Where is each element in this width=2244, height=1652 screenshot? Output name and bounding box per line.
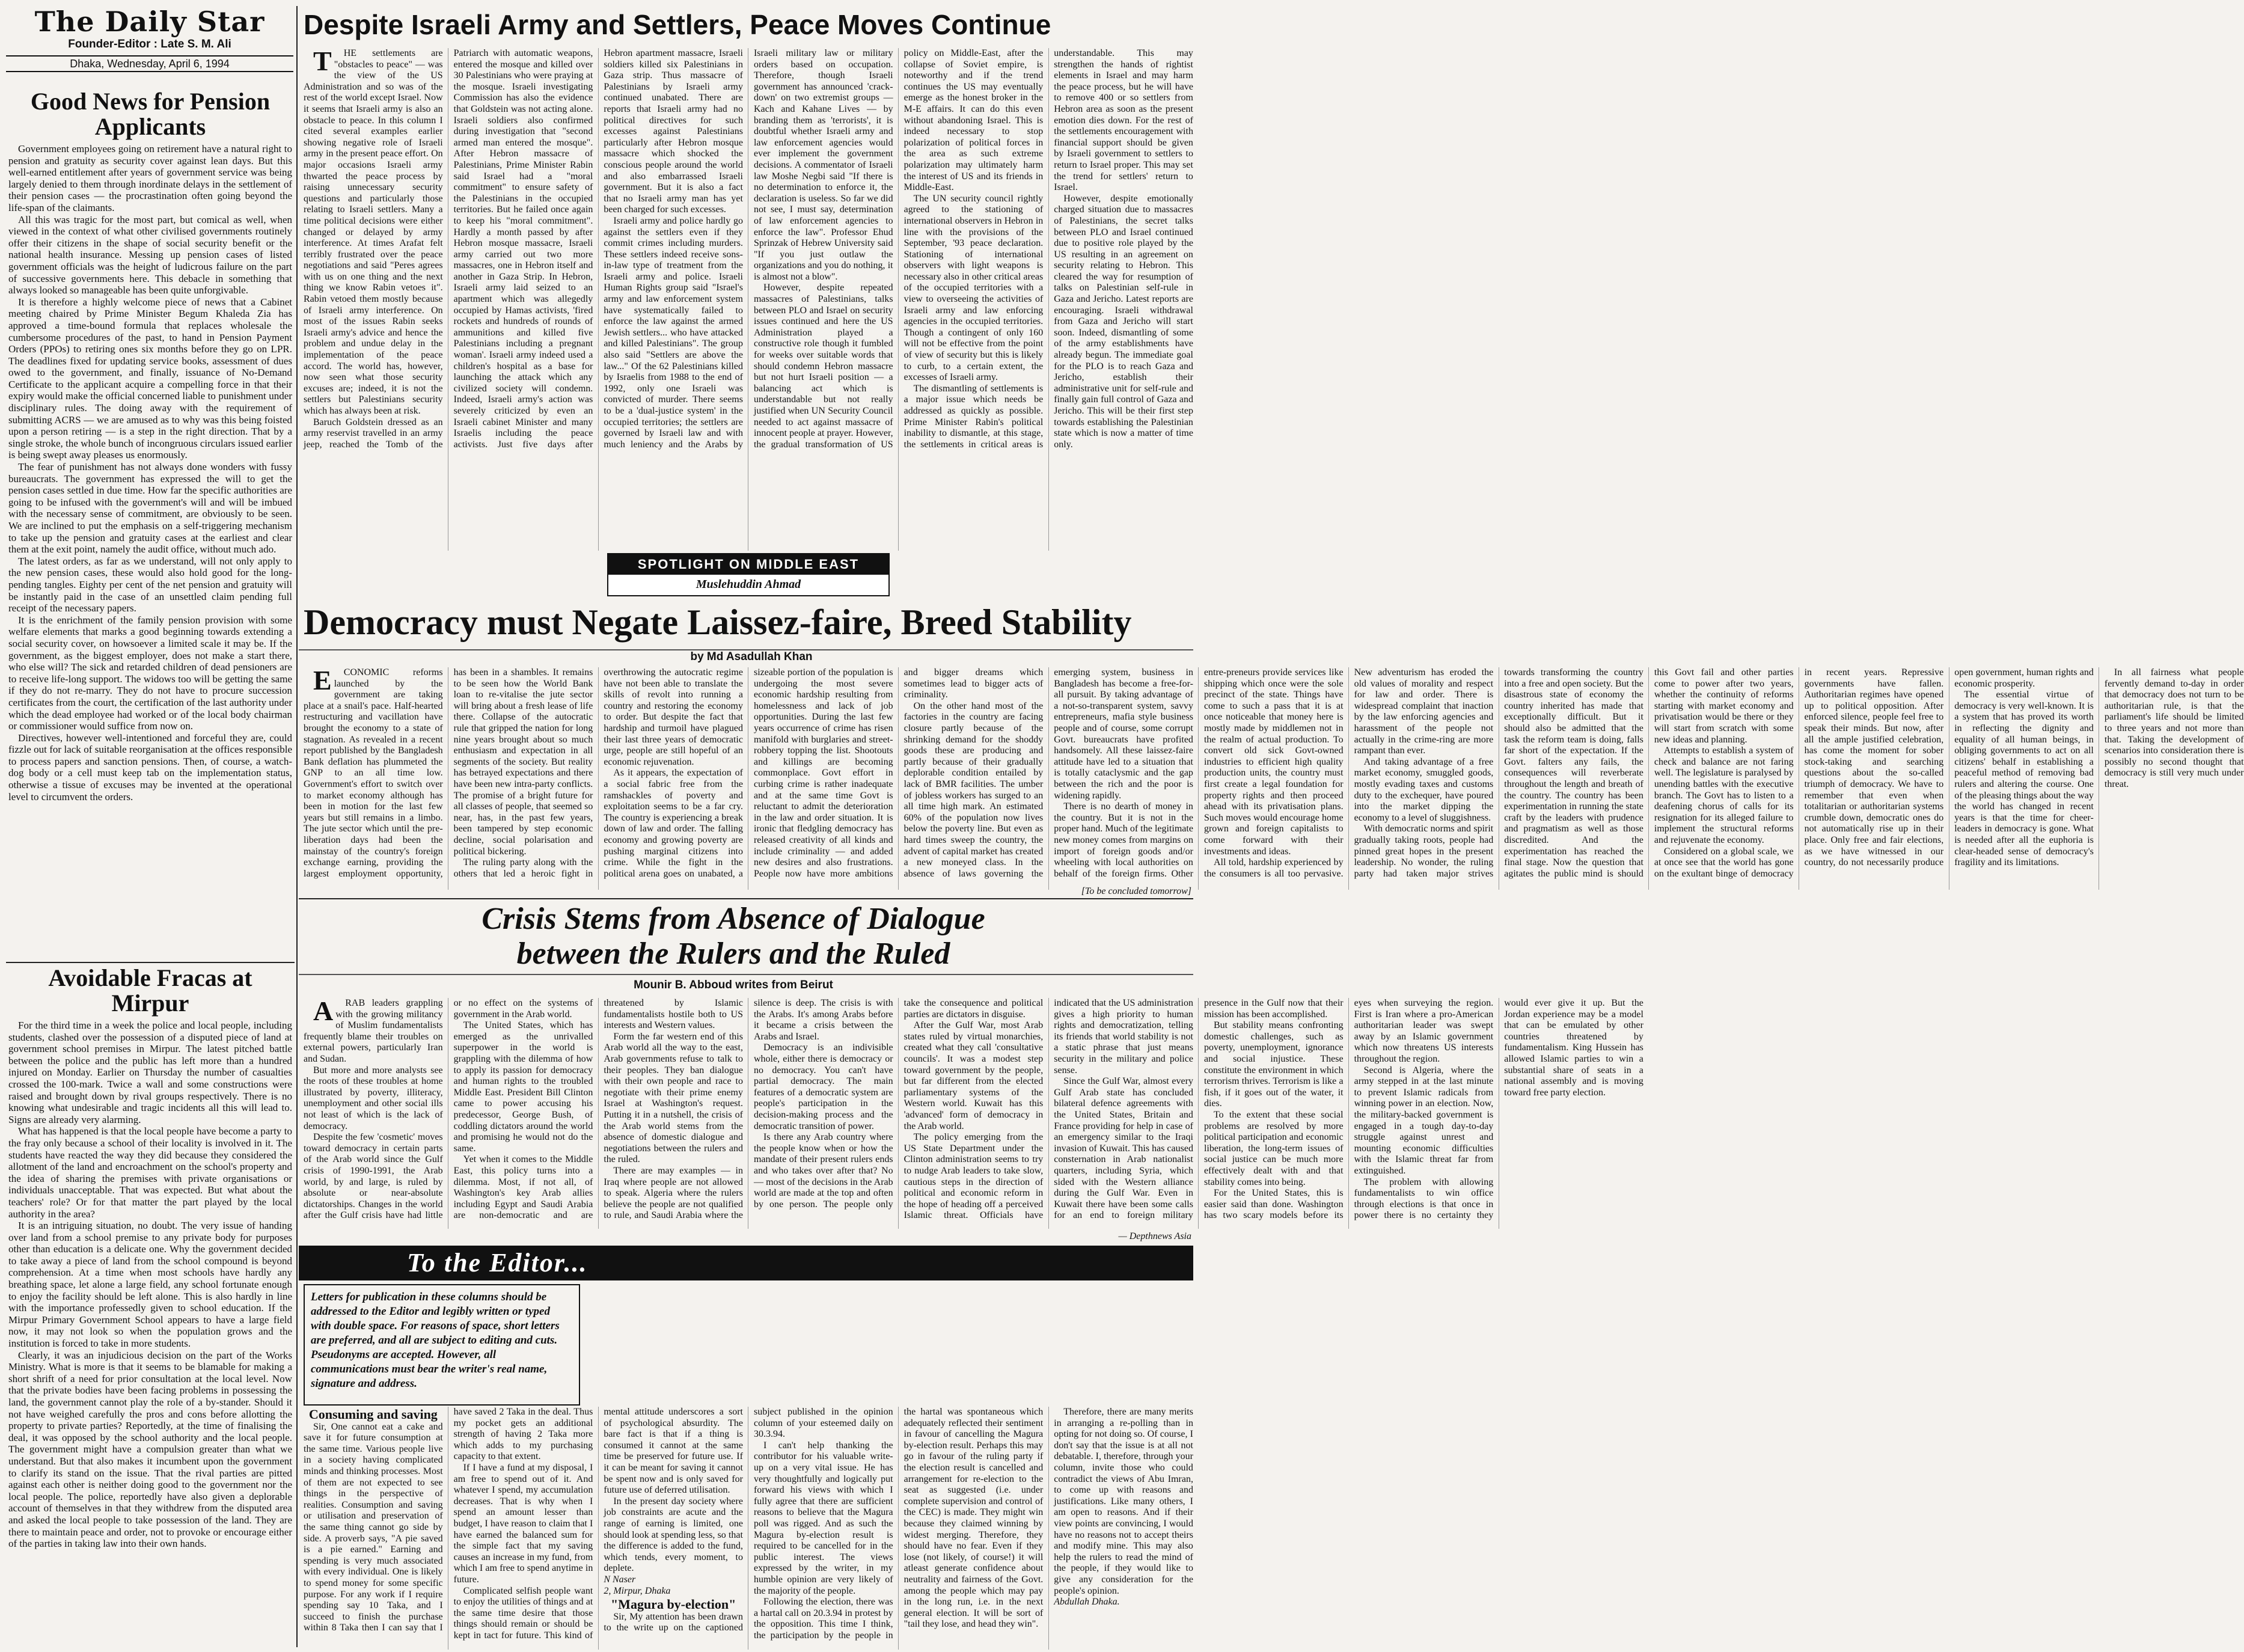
democracy-para: As it appears, the expectation of a social fabric free from the ramshackles of poverty and exploitation seems to be a far cry. The country is experiencing a break down of law and order. The falling economy and growing poverty are pushing marginal citizens into crime. While the fight in the political arena goes on unabated, a sizeable portion of the population is undergoing the most severe economic hardship resulting from homelessness and lack of job opportunities. During the last few years occurrence of crime has risen manifold with burglaries and street-robbery topping the list. Shootouts and killings are becoming commonplace. Govt effort in curbing crime is rather inadequate and at the same time Govt is reluctant to admit the deterioration in the law and order situation. It is ironic that fledgling democracy has released creativity of all kinds and include criminality — and added new desires and also frustrations. People now have more ambitions and bigger dreams which sometimes lead to bigger acts of criminality.	[604, 667, 1044, 879]
israel-para: The dismantling of settlements is a major issue which needs be addressed as quickly as possible. Prime Minister Rabin's political inability to dismantle, at this stage, the settlements in critical areas is understandable. This may strengthen the hands of rightist elements in Israel and may harm the peace process, but he will have to remove 400 or so settlers from Hebron area as soon as the present emotion dies down. For the rest of the settlements encouragement with financial support should be given by Israeli government to settlers to return to Israel proper. This may set the trend for settlers' return to Israel.	[903, 48, 1193, 450]
letter-para: I can't help thanking the contributor for his valuable write-up on a very vital issue. He has very thoughtfully and logically put forward his views with which I fully agree that there are sufficient reasons to believe that the Magura poll was rigged. And as such the Magura by-election result is required to be cancelled for in the public interest. The views expressed by the writer, in my humble opinion are very likely of the majority of the people.	[753, 1440, 893, 1596]
israel-header	[304, 8, 1193, 44]
pension-para: It is therefore a highly welcome piece of news that a Cabinet meeting chaired by Prime Minister Begum Khaleda Zia has approved a time-bound formula that replaces wholesale the cumbersome procedures of the past, to hand in Pension Payment Orders (PPOs) to retiring ones six months before they go on LPR. The deadlines fixed for updating service books, assessment of dues owed to the government, and finally, issuance of No-Demand Certificate to the applicant acquire a compelling force in that their expiry would make the official concerned liable to punishment under disciplinary rules. The doing away with the requirement of submitting ACRS — we are amused as to why was this being foisted upon a person retiring — is a step in the right direction. That by a single stroke, the whole bunch of incongruous circulars issued earlier is being swept away pleases us enormously.	[8, 296, 292, 461]
democracy-continued-note: [To be concluded tomorrow]	[1081, 886, 1191, 896]
letter-address: 2, Mirpur, Dhaka	[604, 1585, 671, 1596]
letter-para: Sir, One cannot eat a cake and save it for future consumption at the same time. Various people live in a society having complicated minds and thinking processes. Most of them are not expected to see things in the perspective of realities. Consumption and saving or utilisation and preservation of the same thing cannot go side by side. A proverb says, "A pie saved is a pie earned." Earning and spending is very much associated with every individual. One is likely to spend money for some specific purpose. For any work if I require spending say 10 Taka, and I succeed to finish the purchase within 8 Taka then I can say that I have saved 2 Taka in the deal. Thus my pocket gets an additional strength of having 2 Taka more which adds to my purchasing capacity to that extent.	[304, 1407, 593, 1633]
mirpur-para: Clearly, it was an injudicious decision on the part of the Works Ministry. What is more is that it seems to be blamable for making a short shrift of a need for prior consultation at the local level. Now that the private bodies have been facing problems in possessing the land, the government cannot play the role of a by-stander. Should it not have weighed carefully the pros and cons before allotting the property to private parties? Reportedly, at the time of finalising the deal, it was opposed by the school authority and the local people. The government might have a compulsion greater than what we understand. But that also makes it incumbent upon the government to clarify its stand on the issue. That the rival parties are pitted against each other is neither doing good to the government nor the local people. The police, reportedly have also given a deplorable account of themselves in that they withdrew from the disputed area and asked the local people to take possession of the land. They are there to maintain peace and order, not to provoke or encourage either of the parties in taking law into their own hands.	[8, 1349, 292, 1550]
pension-headline: Good News for Pension Applicants	[30, 88, 271, 140]
editor-notice: Letters for publication in these columns should be addressed to the Editor and legibly written or typed with double space. For reasons of space, short letters are preferred, and all are subject to editing and cuts. Pseudonyms are accepted. However, all communications must bear the writer's real name, signature and address.	[304, 1284, 580, 1406]
letter-para: In the present day society where job constraints are acute and the range of earning is limited, one should look at spending less, so that the difference is added to the fund, which tends, every moment, to deplete.	[604, 1496, 743, 1574]
democracy-para: Considered on a global scale, we at once see that the world has gone on the exultant binge of democracy in recent years. Repressive governments have fallen. Authoritarian regimes have opened up to political opposition. After enforced silence, people feel free to speak their minds. But now, after all the ample justified celebration, has come the moment for sober stock-taking and searching questions about the so-called triumph of democracy. We have to remember that even when totalitarian or authoritarian systems crumble down, democratic ones do not automatically rise up in their place. Only free and fair elections, as we have witnessed in our country, do not necessarily produce open government, human rights and economic prosperity.	[1654, 667, 2094, 879]
crisis-para: Second is Algeria, where the army stepped in at the last minute to prevent Islamic radicals from winning power in an election. Now, the military-backed government is engaged in a tough day-to-day struggle against unrest and mounting economic difficulties with the Islamic threat far from extinguished.	[1354, 1065, 1494, 1176]
letter-para: Sir, My attention has been drawn to the write up on the captioned subject published in the opinion column of your esteemed daily on 30.3.94.	[604, 1407, 893, 1633]
democracy-para: There is no dearth of money in the country. But it is not in the proper hand. Much of the legitimate new money comes from margins on import of foreign goods and/or wheeling with local authorities on behalf of the foreign firms. Other entre-preneurs provide services like shipping which once were the sole precinct of the state. Things have come to such a pass that it is at once noticeable that money here is mostly made by middlemen not in the realm of actual production. To convert old sick Govt-owned industries to efficient high quality production units, the country must first create a legal foundation for property rights and then proceed ahead with its privatisation plans. Such moves would encourage home grown and foreign capitalists to come forward with their investments and ideas.	[1054, 667, 1344, 879]
democracy-header	[304, 601, 1193, 647]
israel-author: Muslehuddin Ahmad	[696, 578, 801, 591]
democracy-para: The essential virtue of democracy is very well-known. It is a system that has proved its worth in reflecting the dignity and equality of all human beings, in obliging governments to act on all citizens' behalf in establishing a peaceful method of removing bad rulers and altering the course. One of the pleasing things about the way the world has changed in recent years is that the time for cheer-leaders in democracy is gone. What is needed after all the euphoria is clear-headed sense of democracy's fragility and its limitations.	[1954, 690, 2094, 868]
crisis-para: But more and more analysts see the roots of these troubles at home illustrated by poverty, illiteracy, unemployment and other social ills not least of which is the lack of democracy.	[304, 1065, 443, 1131]
letter-para: If I have a fund at my disposal, I am free to spend out of it. And whatever I spend, my accumulation decreases. That is why when I spend an amount lesser than budget, I have reason to claim that I have earned the balanced sum for the simple fact that my saving causes an increase in my fund, from which I am free to spend anytime in future.	[453, 1462, 593, 1585]
crisis-para: For the United States, this is easier said than done. Washington has two scary models before its eyes when surveying the region. First is Iran where a pro-American authoritarian leader was swept away by an Islamic government which now threatens US interests throughout the region.	[1203, 998, 1494, 1221]
democracy-para: The ruling party along with the others that led a heroic fight in overthrowing the autocratic regime have not been able to translate the skills of revolt into running a country and restoring the economy to order. But despite the fact that hardship and turmoil have plagued their last three years of democratic urge, people are still hopeful of an economic rejuvenation.	[453, 667, 743, 879]
mirpur-para: What has happened is that the local people have become a party to the fray only because a school of their locality is involved in it. The students have reacted the way they did because they considered the allotment of the land and encroachment on the school's property and the idea of sharing the premises with private organisations or individuals unacceptable. That was expected. But what about the teachers' role? Or for that matter the part played by the local authority in the area?	[8, 1125, 292, 1220]
letter-signature: N Naser	[604, 1574, 636, 1585]
democracy-para: And taking advantage of a free market economy, smuggled goods, mostly evading taxes and customs duty to the exchequer, have poured into the market dipping the economy to a level of sluggishness.	[1354, 756, 1494, 823]
israel-headline: Despite Israeli Army and Settlers, Peace Moves Continue	[304, 9, 1051, 40]
spotlight-box	[607, 553, 890, 596]
israel-para: Israeli army and police hardly go against the settlers even if they commit crimes including murders. These settlers indeed receive sons-in-law type of treatment from the Israeli army and police. Israeli Human Rights group said "Israel's army and law enforcement system have systematically failed to enforce the law against the armed Jewish settlers... who have attacked and killed Palestinians". The group also said "Settlers are above the law..." Of the 62 Palestinians killed by Israelis from 1988 to the end of 1992, only one Israeli was convicted of murder. There seems to be a 'dual-justice system' in the occupied territories; the settlers are governed by Israeli law and with much leniency and the Arabs by Israeli military law or military orders based on occupation. Therefore, though Israeli government has announced 'crack-down' on two extremist groups — Kach and Kahane Lives — by branding them as 'terrorists', it is doubtful whether Israeli army and law enforcement agencies would ever implement the government decisions. A commentator of Israeli law Moshe Negbi said "If there is no determination to enforce it, the declaration is useless. So far we did not see, I must say, determination of law enforcement agencies to enforce the law". Professor Ehud Sprinzak of Hebrew University said "If you just outlaw the organizations and you do nothing, it is almost not a blow".	[604, 48, 893, 450]
crisis-byline: Mounir B. Abboud writes from Beirut	[634, 979, 833, 991]
crisis-para: There are may examples — in Iraq where people are not allowed to speak. Algeria where the rulers believe the people are not qualified to rule, and Saudi Arabia where the silence is deep. The crisis is with the Arabs. It's among Arabs before it became a crisis between the Arabs and Israel.	[604, 998, 893, 1221]
democracy-para: In all fairness what people fervently demand to-day in order that democracy does not turn to be authoritarian rule, is that the parliament's life should be limited to three years and not more than that. Taking the development of scenarios into consideration there is possibly no second thought that democracy is still very much under threat.	[2104, 667, 2244, 789]
pension-para: It is the enrichment of the family pension provision with some welfare elements that marks a good beginning towards extending a social security cover, on howsoever a limited scale it may be. If the government, as the biggest employer, does not make a start there, who else will? The sick and retarded children of dead pensioners are to receive life-long support. The widows too will be getting the same if they do not re-marry. They do not have to procure succession certificates from the court, the certification of the last authority under which the dead employee had worked or of the local body chairman or commissioner would suffice from now on.	[8, 614, 292, 732]
crisis-credit: — Depthnews Asia	[1118, 1231, 1191, 1241]
crisis-para: After the Gulf War, most Arab states ruled by virtual monarchies, created what they call 'consultative councils'. It was a modest step toward government by the people, but far different from the elected parliamentary systems of the Western world. Kuwait has this 'advanced' form of democracy in the Arab world.	[903, 1020, 1044, 1131]
crisis-para: Since the Gulf War, almost every Gulf Arab state has concluded bilateral defence agreements with the United States, Britain and France providing for help in case of an emergency similar to the Iraqi invasion of Kuwait. This has caused consternation in Arab nationalist quarters, including Syria, which sided with the Western alliance during the Gulf War. Even in Kuwait there have been some calls for an end to foreign military presence in the Gulf now that their mission has been accomplished.	[1054, 998, 1344, 1221]
democracy-body	[304, 665, 2244, 890]
section-rule	[6, 962, 295, 963]
pension-para: Government employees going on retirement have a natural right to pension and gratuity as security cover against lean days. But this well-earned entitlement after years of government service was being largely denied to them through inordinate delays in the settlement of their pension cases — the procrastination often going beyond the life-span of the claimants.	[8, 143, 292, 213]
crisis-para: The policy emerging from the US State Department under the Clinton administration seems to try to nudge Arab leaders to take slow, cautious steps in the direction of political and economic reform in the hope of heading off a perceived Islamic threat. Officials have indicated that the US administration gives a high priority to human rights and democratization, telling its friends that world stability is not a static phrase that just means security in the military and police sense.	[903, 998, 1193, 1221]
crisis-para: To the extent that these social problems are resolved by more political participation and economic liberation, the long-term issues of social justice can be much more effectively dealt with and that stability comes into being.	[1203, 1109, 1344, 1187]
democracy-para: On the other hand most of the factories in the country are facing closure partly because of the shrinking demand for the shoddy goods these are producing and partly because of their gradually deplorable condition entailed by lack of BMR facilities. The umber of jobless workers has surged to an all time high mark. An estimated 60% of the population now lives below the poverty line. But even as hard times sweep the country, the advent of capital market has created a new moneyed class. In the absence of laws governing the emerging system, business in Bangladesh has become a free-for-all pursuit. By taking advantage of a not-so-transparent system, savvy entrepreneurs, mafia style business people and of course, some corrupt Govt. bureaucrats have profited handsomely. All these laissez-faire attitude have led to a situation that is totally cataclysmic and the gap between the rich and the poor is widening rapidly.	[903, 667, 1193, 879]
letter-signature: Abdullah Dhaka.	[1054, 1597, 1120, 1608]
crisis-para: Democracy is an indivisible whole, either there is democracy or no democracy. You can't have partial democracy. The main features of a democratic system are people's participation in the decision-making process and the democratic transition of power.	[753, 1042, 893, 1131]
editorial-mirpur	[8, 965, 292, 1648]
masthead	[6, 6, 293, 90]
column-rule	[296, 6, 298, 1647]
pension-body	[8, 143, 292, 803]
letter-magura-title: "Magura by-election"	[610, 1597, 736, 1612]
crisis-para: The United States, which has emerged as the unrivalled superpower in the world is grappling with the dilemma of how to apply its passion for democracy and human rights to the troubled Middle East. President Bill Clinton came to power accusing his predecessor, George Bush, of coddling dictators around the world and promising he would not do the same.	[453, 1020, 593, 1154]
crisis-para: Despite the few 'cosmetic' moves toward democracy in certain parts of the Arab world since the Gulf crisis of 1990-1991, the Arab world, by and large, is ruled by absolute or near-absolute dictatorships. Changes in the world after the Gulf crisis have had little or no effect on the systems of government in the Arab world.	[304, 998, 593, 1221]
israel-para: THE settlements are "obstacles to peace" — was the view of the US Administration and so was of the rest of the world except Israel. Now it seems that Israeli army is also an obstacle to peace. In this column I cited several examples earlier showing negative role of Israeli army in the present peace effort. On major occasions Israeli army thwarted the peace process by raising unnecessary security questions and particularly those relating to Israeli settlers. Many a time political decisions were either changed or delayed by army interference. At times Arafat felt terribly frustrated over the peace negotiations and said "Peres agrees with us on one thing and the next thing we know Rabin vetoes it". Rabin vetoed them mostly because of Israeli army interference. On most of the issues Rabin seeks Israeli army's advice and hence the problem and undue delay in the implementation of the peace accord. The world has, however, now seen what those security excuses are; indeed, it is not the settlers but Palestinians security which has always been at risk.	[304, 46, 443, 416]
masthead-founder: Founder-Editor : Late S. M. Ali	[68, 38, 231, 50]
letter-para: Following the election, there was a hartal call on 20.3.94 in protest by the opposition. This time I think, the participation by the people in the hartal was spontaneous which adequately reflected their sentiment in favour of cancelling the Magura by-election result. Perhaps this may go in favour of the ruling party if the election result is cancelled and arrangement for re-election to the seat as suggested (i.e. under complete supervision and control of the CEC) is made. They might win because they claimed winning by widest merging. Therefore, they should have no fear. Even if they lose (not likely, of course!) it will atleast generate confidence about neutrality and fairness of the Govt. among the people which may pay in the long run, i.e. in the next general election. It will be sort of "tail they lose, and head they win".	[753, 1407, 1044, 1641]
pension-para: Directives, however well-intentioned and forceful they are, could fizzle out for lack of suitable reorganisation at the offices responsible to process papers and sanction pensions. Then, of course, a watch-dog body or a cell must keep tab on the implementation status, otherwise a tissue of excuses may be invented at the operational level to circumvent the orders.	[8, 732, 292, 803]
israel-body	[304, 48, 1193, 551]
crisis-headline: Crisis Stems from Absence of Dialogue between the Rulers and the Ruled	[482, 902, 985, 971]
crisis-header	[457, 902, 1010, 976]
israel-para: However, despite repeated massacres of Palestinians, talks between PLO and Israel on security issues continued and here the US Administration played a constructive role though it fumbled for weeks over suitable words that should condemn Hebron massacre but not hurt Israeli position — a balancing act which is understandable but not really justified when UN Security Council needed to act against massacre of innocent people at prayer. However, the gradual transformation of US policy on Middle-East, after the collapse of Soviet empire, is noteworthy and if the trend continues the US may eventually emerge as the honest broker in the M-E affairs. It can do this even without abandoning Israel. This is indeed necessary to stop polarization of political forces in the area as such extreme polarization may ultimately harm the interest of US and its friends in Middle-East.	[753, 48, 1044, 450]
israel-para: However, despite emotionally charged situation due to massacres of Palestinians, the secret talks between PLO and Israel continued due to positive role played by the US resulting in an agreement on security relating to Hebron. This cleared the way for resumption of talks on Palestinian self-rule in Gaza and Jericho. Latest reports are encouraging. Israeli withdrawal from Gaza and Jericho will start soon. Indeed, dismantling of some of the army establishments have already begun. The immediate goal for the PLO is to reach Gaza and Jericho, establish their administrative unit for self-rule and finally gain full control of Gaza and Jericho. This will be their first step towards establishing the Palestinian state which is now a matter of time only.	[1054, 193, 1193, 450]
democracy-para: With democratic norms and spirit gradually taking roots, people had pinned great hopes in the present leadership. No wonder, the ruling party had taken major strives towards transforming the country into a free and open society. But the disastrous state of economy the country inherited has made that exceptionally difficult. But it should also be admitted that the task the reform team is doing, falls far short of the expectation. If the Govt. falters any fails, the consequences will reverberate throughout the length and breath of the country. The country has been experimentation in running the state craft by the leaders with prudence and pragmatism as well as those discredited. And the experimentation has reached the final stage. Now the question that agitates the public mind is should this Govt fail and other parties come to power after two years, whether the continuity of reforms starting with market economy and privatisation would be there or they will start from scratch with some new ideas and planning.	[1354, 667, 1794, 879]
masthead-logo: The Daily Star	[34, 5, 265, 38]
letters-body	[304, 1407, 1193, 1650]
crisis-body	[304, 996, 1643, 1229]
letter-consuming-title: Consuming and saving	[308, 1407, 438, 1422]
crisis-para: The problem with allowing fundamentalists to win office through elections is that once in power there is no certainty they would ever give it up. But the Jordan experience may be a model that can be emulated by other countries threatened by fundamentalism. King Hussein has allowed Islamic parties to win a substantial share of seats in a national assembly and is moving toward free party election.	[1354, 998, 1643, 1221]
editorial-pension	[8, 89, 292, 961]
letter-para: Therefore, there are many merits in arranging a re-polling than in opting for not doing so. Of course, I don't say that the issue is at all not debatable. I, therefore, through your column, invite those who could contradict the views of Abu Imran, to come up with reasons and justifications. Like many others, I am open to reasons. And if their view points are convincing, I would have no reasons not to accept theirs and modify mine. This may also help the rulers to read the mind of the people, if they would like to give any consideration for the people's opinion.	[1054, 1407, 1193, 1596]
crisis-para: Yet when it comes to the Middle East, this policy turns into a dilemma. Most, if not all, of Washington's key Arab allies including Egypt and Saudi Arabia are non-democratic and are threatened by Islamic fundamentalists hostile both to US interests and Western values.	[453, 998, 743, 1221]
masthead-dateline: Dhaka, Wednesday, April 6, 1994	[6, 55, 293, 72]
mirpur-para: For the third time in a week the police and local people, including students, clashed over the possession of a disputed piece of land at government school premises in Mirpur. The latest pitched battle between the police and the public has left more than a hundred injured on Monday. Earlier on Thursday the number of casualties crossed the 100-mark. Twice a wall and some constructions were raised and brought down by rival groups respectively. There is no knowing what undesirable and tragic incidents all this will lead to. Signs are already very alarming.	[8, 1020, 292, 1125]
crisis-para: Form the far western end of this Arab world all the way to the east, Arab governments refuse to talk to their peoples. They ban dialogue with their own people and race to negotiate with their prime enemy Israel at Washington's request. Putting it in a nutshell, the crisis of the Arab world stems from the absence of domestic dialogue and negotiations between the rulers and the ruled.	[604, 1031, 743, 1165]
democracy-para: Attempts to establish a system of check and balance are not faring well. The legislature is paralysed by unending battles with the executive branch. The Govt has to listen to a deafening chorus of calls for its resignation for its alleged failure to implement the structural reforms and rejuvenate the economy.	[1654, 745, 1794, 845]
democracy-headline: Democracy must Negate Laissez-faire, Breed Stability	[304, 602, 1132, 642]
democracy-para: All told, hardship experienced by the consumers is all too pervasive. New adventurism has eroded the old values of morality and respect for law and order. There is widespread complaint that inaction by the law enforcing agencies and harassment of the people not actually in the crime-ring are more rampant than ever.	[1203, 667, 1494, 879]
mirpur-headline: Avoidable Fracas at Mirpur	[48, 964, 252, 1017]
mirpur-body	[8, 1020, 292, 1550]
pension-para: All this was tragic for the most part, but comical as well, when viewed in the context of what other civilised governments routinely offer their citizens in the shape of social security benefit or the national health insurance. Messing up pension cases of listed government officials was the height of ludicrous failure on the part of successive governments here. This debacle in something that always looked so manageable has been quite unforgivable.	[8, 213, 292, 296]
pension-para: The latest orders, as far as we understand, will not only apply to the new pension cases, these would also hold good for the long-pending tangles. Eighty per cent of the net pension and gratuity will be instantly paid in the case of an unsettled claim pending full receipt of the necessary papers.	[8, 555, 292, 614]
crisis-para: Is there any Arab country where the people know when or how the mandate of their present rulers ends and who takes over after that? No — most of the decisions in the Arab world are made at the top and often by one person. The people only take the consequence and political parties are dictators in disguise.	[753, 998, 1044, 1210]
democracy-byline: by Md Asadullah Khan	[690, 650, 813, 663]
crisis-para: But stability means confronting domestic challenges, such as poverty, unemployment, ignorance and social injustice. These constitute the environment in which terrorism thrives. Terrorism is like a fish, if it goes out of the water, it dies.	[1203, 1020, 1344, 1109]
letter-para: Complicated selfish people want to enjoy the utilities of things and at the same time desire that those things should remain or should be kept in tact for future. This kind of mental attitude underscores a sort of psychological absurdity. The bare fact is that if a thing is consumed it cannot at the same time be preserved for future use. If it can be meant for saving it cannot be spent now and is only saved for future use of deferred utilisation.	[453, 1407, 743, 1641]
crisis-para: ARAB leaders grappling with the growing militancy of Muslim fundamentalists frequently blame their troubles on external powers, particularly Iran and Sudan.	[304, 996, 443, 1064]
spotlight-label: SPOTLIGHT ON MIDDLE EAST	[608, 554, 888, 575]
section-rule	[299, 898, 1193, 899]
mirpur-para: It is an intriguing situation, no doubt. The very issue of handing over land from a school premise to any private body for purposes other than education is a delicate one. Why the government decided to take away a piece of land from the school compound is beyond comprehension. At a time when most schools have hardly any breathing space, let alone a large field, any school fortunate enough to enjoy the facility should be left alone. This is also hardly in line with the importance professedly given to school education. If the Mirpur Primary Government School appears to have a large field now, it may not look so when the population grows and the institution is forced to take in more students.	[8, 1220, 292, 1350]
israel-para: The UN security council rightly agreed to the stationing of international observers in Hebron in line with the provisions of the September, '93 peace declaration. Stationing of international observers with light weapons is necessary also in other critical areas of the occupied territories with a view to overseeing the activities of Israeli army and law enforcing agencies in the occupied territories. Though a contingent of only 160 will not be effective from the point of view of security but this is likely to curb, to a certain extent, the excesses of Israeli army.	[903, 193, 1044, 383]
editor-banner: To the Editor...	[299, 1246, 1193, 1280]
israel-para: Baruch Goldstein dressed as an army reservist travelled in an army jeep, reached the Tomb of the Patriarch with automatic weapons, entered the mosque and killed over 30 Palestinians who were praying at the mosque. Israeli investigating Commission has also the evidence that Goldstein was not acting alone. Israeli soldiers also confirmed during investigation that "second armed man entered the mosque". After Hebron massacre of Palestinians, Prime Minister Rabin said Israel had a "moral commitment" to ensure safety of the Palestinians in the occupied territories. But he failed once again to keep his "moral commitment". Hardly a month passed by after Hebron mosque massacre, Israeli army carried out two more massacres, one in Hebron itself and another in Gaza Strip. In Hebron, Israeli army laid seized to an apartment which was allegedly occupied by Hamas activists, 'fired rockets and hundreds of rounds of ammunitions and killed five Palestinians including a pregnant woman'. Israeli army indeed used a children's hospital as a base for launching the attack which any civilized society will condemn. Indeed, Israeli army's action was severely criticized by even an Israeli cabinet Minister and many Israelis including the peace activists. Just five days after Hebron apartment massacre, Israeli soldiers killed six Palestinians in Gaza strip. Thus massacre of Palestinians by Israeli army continued unabated. There are reports that Israeli army had no political directives for such excesses against Palestinians particularly after Hebron mosque massacre which shocked the conscious people around the world and also embarrassed Israeli government. But it is also a fact that no Israeli army man has yet been charged for such excesses.	[304, 48, 743, 450]
pension-para: The fear of punishment has not always done wonders with fussy bureaucrats. The government has expressed the will to get the pension cases settled in due time. How far the specific authorities are going to be infused with the government's will and will be imbued with the necessary sense of commitment, are obviously to be seen. We are inclined to put the emphasis on a self-triggering mechanism to take up the pension and gratuity cases at the earliest and clear them at the exit point, namely the audit office, without much ado.	[8, 461, 292, 555]
democracy-para: ECONOMIC reforms launched by the government are taking place at a snail's pace. Half-hearted restructuring and vacillation have brought the economy to a state of stagnation. As revealed in a recent report published by the Bangladesh Bank deflation has plummeted the GNP to an all time low. Government's effort to switch over to market economy although has been in motion for the last few years but still remains in a limbo. The jute sector which until the pre-liberation days had been the mainstay of the country's foreign exchange earning, providing the largest employment opportunity, has been in a shambles. It remains to be seen how the World Bank loan to re-vitalise the jute sector will bring about a fresh lease of life there. Collapse of the autocratic rule that gripped the nation for long nine years brought about so much enthusiasm and expectation in all segments of the society. But reality has betrayed expectations and there have been new intra-party conflicts. The promise of a bright future for all classes of people, that seemed so near, has, in the past few years, been tampered by step economic decline, social polarisation and political bickering.	[304, 665, 593, 879]
